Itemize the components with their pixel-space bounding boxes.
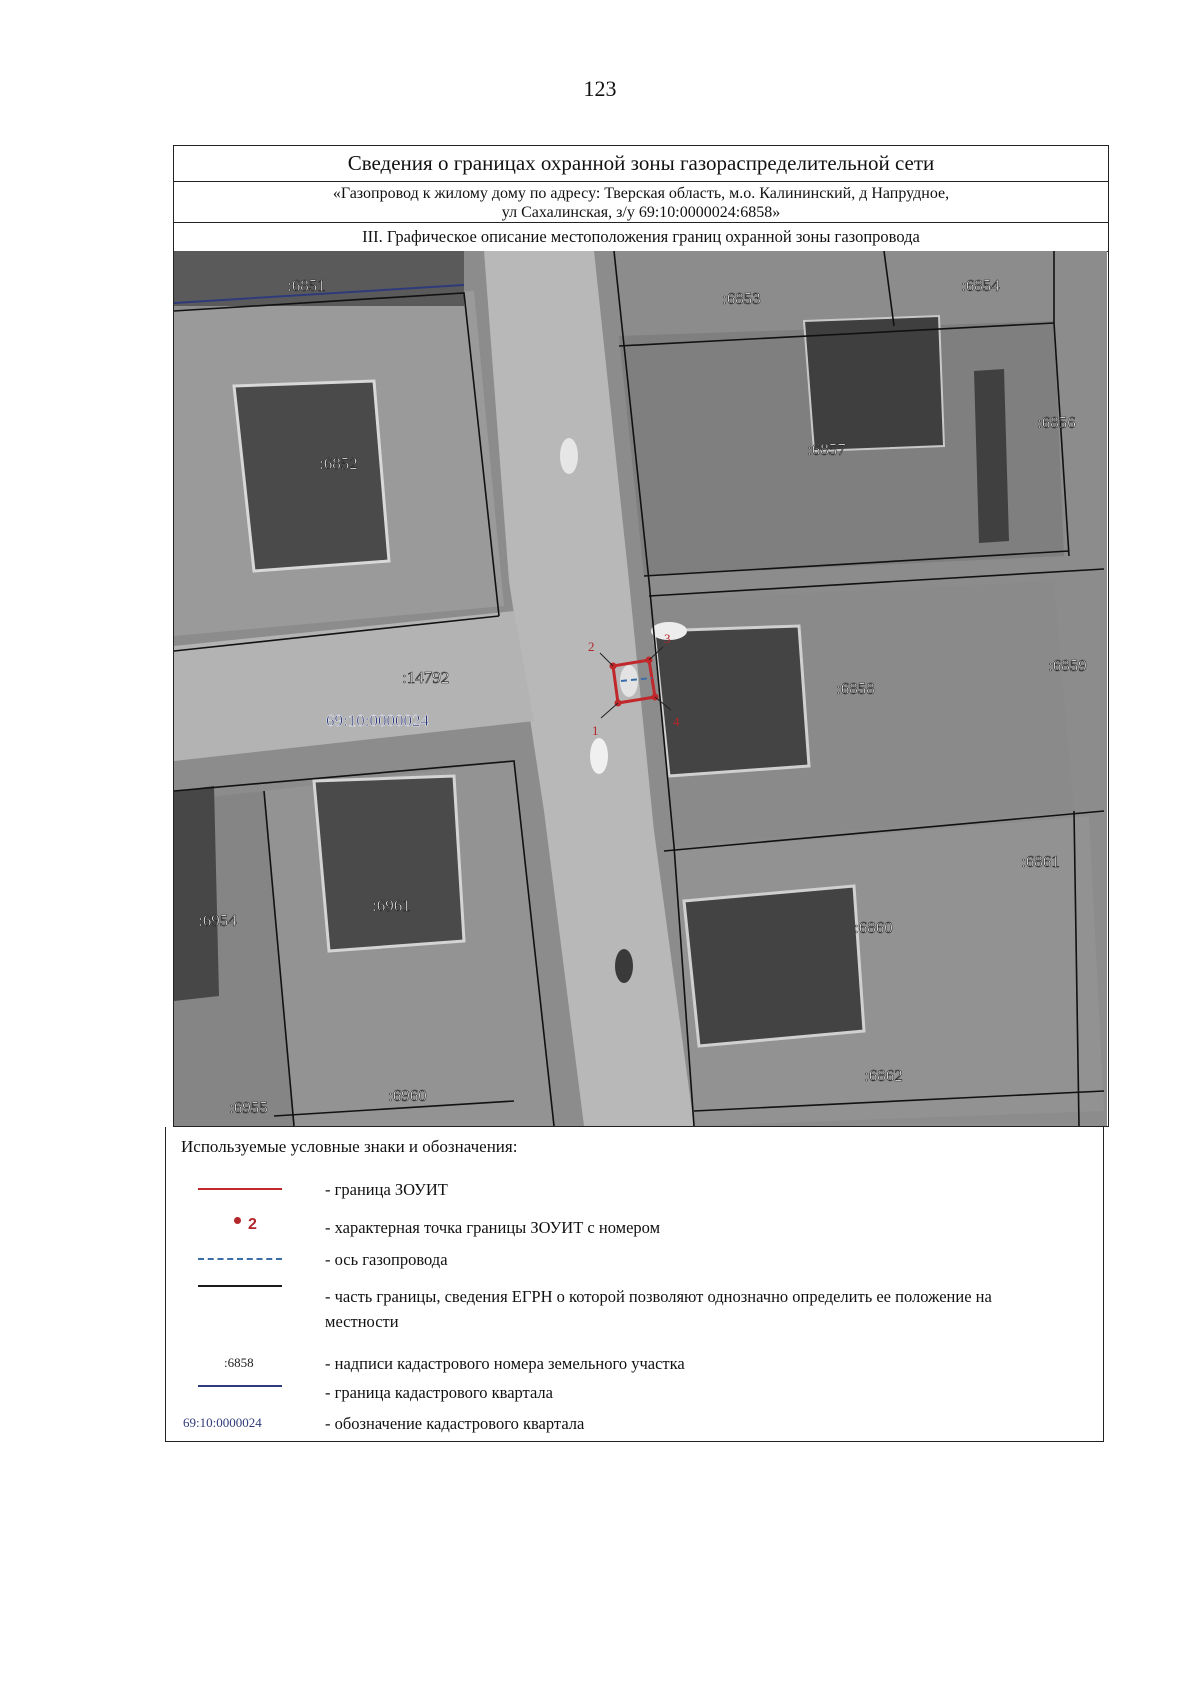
legend-quarter-sample: 69:10:0000024 (183, 1415, 262, 1430)
legend-red-point-icon (186, 1212, 286, 1242)
house-6856 (974, 369, 1009, 543)
house-6852 (234, 381, 389, 571)
orthophoto-map[interactable] (174, 251, 1107, 1126)
label-6852: :6852 (319, 454, 358, 473)
legend-title: Используемые условные знаки и обозначения: (181, 1137, 518, 1156)
car-5 (615, 949, 633, 983)
label-6861: :6861 (1021, 852, 1060, 871)
label-6858: :6858 (836, 679, 875, 698)
label-6853: :6853 (722, 289, 761, 308)
legend-item-text: - граница ЗОУИТ (325, 1180, 448, 1199)
label-6857: :6857 (807, 440, 846, 459)
legend-navy-line-icon (186, 1377, 286, 1407)
house-6854 (804, 316, 944, 451)
section-title: III. Графическое описание местоположения границ охранной зоны газопровода (174, 223, 1108, 252)
legend-item-zone-point (166, 1212, 1105, 1242)
label-6955: :6955 (229, 1098, 268, 1117)
object-name-line-2: ул Сахалинская, з/у 69:10:0000024:6858» (501, 204, 781, 221)
label-6854: :6854 (961, 276, 1000, 295)
legend-item-text: - часть границы, сведения ЕГРН о которой позволяют однозначно определить ее положение на местности (325, 1287, 992, 1331)
legend-item-gas-axis (166, 1244, 1105, 1274)
label-6960: :6960 (388, 1086, 427, 1105)
legend-cadastral-label-icon (186, 1348, 286, 1378)
car-1 (560, 438, 578, 474)
page-number: 123 (583, 76, 617, 101)
label-6859: :6859 (1048, 656, 1087, 675)
legend-item-text: - надписи кадастрового номера земельного участка (325, 1354, 685, 1373)
legend-point-sample: 2 (248, 1216, 257, 1233)
legend-item-zone-boundary (166, 1174, 1105, 1204)
map-canvas (174, 251, 1107, 1126)
label-14792: :14792 (402, 668, 450, 687)
legend (165, 1127, 1104, 1442)
legend-item-quarter-label (166, 1408, 1105, 1438)
legend-black-line-icon (186, 1281, 286, 1311)
legend-item-text: - граница кадастрового квартала (325, 1383, 553, 1402)
legend-item-text: - обозначение кадастрового квартала (325, 1414, 585, 1433)
legend-cadastral-sample: :6858 (224, 1355, 254, 1370)
object-name-line-1: «Газопровод к жилому дому по адресу: Тверская область, м.о. Калининский, д Напрудное, (332, 185, 950, 202)
house-6860 (684, 886, 864, 1046)
house-6858 (654, 626, 809, 776)
zone-point-4-label: 4 (673, 714, 680, 729)
label-6961: :6961 (372, 896, 411, 915)
house-6954 (174, 786, 219, 1001)
map-sheet-frame (173, 145, 1109, 1127)
legend-item-text: - ось газопровода (325, 1250, 448, 1269)
legend-blue-dashed-line-icon (186, 1244, 286, 1274)
sheet-title: Сведения о границах охранной зоны газораспределительной сети (174, 146, 1108, 182)
zone-point-3-label: 3 (664, 631, 671, 646)
legend-item-quarter-boundary (166, 1377, 1105, 1407)
object-name (174, 181, 1108, 223)
legend-item-text: - характерная точка границы ЗОУИТ с номером (325, 1218, 661, 1237)
label-6856: :6856 (1037, 413, 1076, 432)
legend-quarter-label-icon (183, 1408, 286, 1438)
legend-item-cadastral-label (166, 1348, 1105, 1378)
quarter-label: 69:10:0000024 (326, 711, 429, 730)
car-4 (590, 738, 608, 774)
label-6860: :6860 (854, 918, 893, 937)
zone-point-1-label: 1 (592, 723, 599, 738)
label-6862: :6862 (864, 1066, 903, 1085)
zone-point-2-label: 2 (588, 639, 595, 654)
legend-item-egrn-boundary (166, 1281, 1105, 1331)
label-6954: :6954 (198, 911, 237, 930)
legend-red-line-icon (186, 1174, 286, 1204)
label-6851: :6851 (287, 276, 326, 295)
house-6961 (314, 776, 464, 951)
